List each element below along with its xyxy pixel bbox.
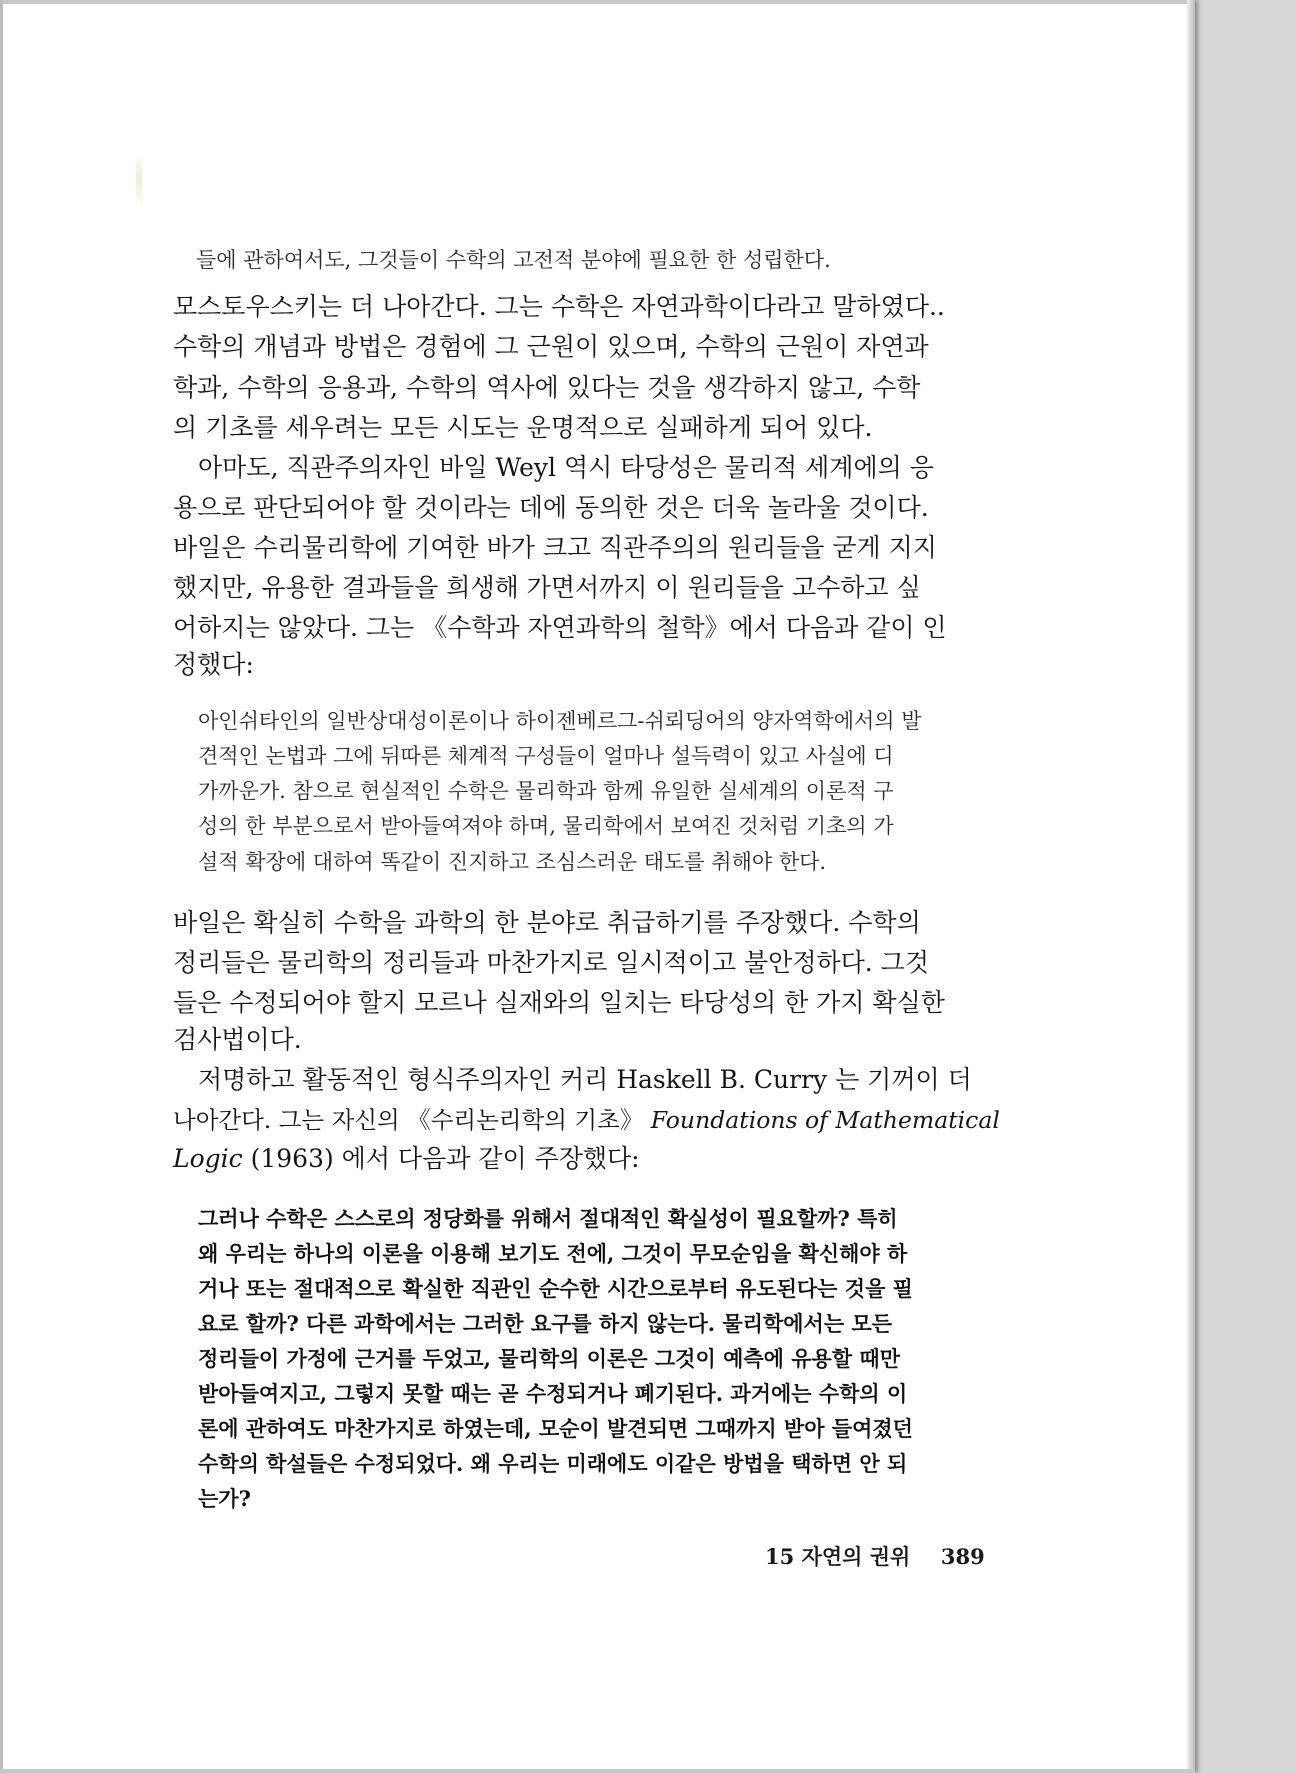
quote-line: 성의 한 부분으로서 받아들여져야 하며, 물리학에서 보여진 것처럼 기초의 가 [198,814,894,838]
page-footer [765,1541,985,1571]
text-line: 어하지는 않았다. 그는 《수학과 자연과학의 철학》에서 다음과 같이 인 [173,613,947,642]
page-left-edge [0,0,3,1773]
page-right-edge [1187,0,1195,1773]
running-footer-chapter: 15 자연의 권위 [765,1544,911,1569]
quote-line: 설적 확장에 대하여 똑같이 진지하고 조심스러운 태도를 취해야 한다. [198,850,827,874]
quote-line: 견적인 논법과 그에 뒤따른 체계적 구성들이 얼마나 설득력이 있고 사실에 디 [198,744,894,768]
text-line: 용으로 판단되어야 할 것이라는 데에 동의한 것은 더욱 놀라울 것이다. [173,493,929,522]
quote-line: 요로 할까? 다른 과학에서는 그러한 요구를 하지 않는다. 물리학에서는 모든 [198,1311,892,1336]
text-line: 수학의 개념과 방법은 경험에 그 근원이 있으며, 수학의 근원이 자연과 [173,332,929,361]
quote-line: 는가? [198,1486,251,1511]
text-segment: (1963) 에서 다음과 같이 주장했다: [242,1144,640,1173]
text-segment: 나아간다. 그는 자신의 《수리논리학의 기초》 [173,1106,644,1134]
quote-line: 론에 관하여도 마찬가지로 하였는데, 모순이 발견되면 그때까지 받아 들여졌던 [198,1416,913,1441]
text-line [173,1142,640,1176]
italic-title: Foundations of Mathematical [650,1106,1000,1134]
text-line: 정했다: [173,650,254,679]
quote-line: 수학의 학설들은 수정되었다. 왜 우리는 미래에도 이같은 방법을 택하면 안 되 [198,1451,908,1476]
text-line: 모스토우스키는 더 나아간다. 그는 수학은 자연과학이다라고 말하였다.. [173,292,945,321]
page-number: 389 [940,1544,985,1569]
text-line [173,1103,1000,1137]
page-bottom-edge [0,1769,1195,1773]
text-line: 바일은 확실히 수학을 과학의 한 분야로 취급하기를 주장했다. 수학의 [173,908,921,937]
page-top-edge [0,0,1195,4]
text-line: 저명하고 활동적인 형식주의자인 커리 Haskell B. Curry 는 기꺼이 더 [198,1065,972,1094]
quote-line: 가까운가. 참으로 현실적인 수학은 물리학과 함께 유일한 실세계의 이론적 구 [198,779,894,803]
quote-line: 받아들여지고, 그렇지 못할 때는 곧 수정되거나 폐기된다. 과거에는 수학의 이 [198,1381,908,1406]
text-line: 의 기초를 세우려는 모든 시도는 운명적으로 실패하게 되어 있다. [173,413,873,442]
italic-title: Logic [173,1144,243,1173]
quote-line: 정리들이 가정에 근거를 두었고, 물리학의 이론은 그것이 예측에 유용할 때만 [198,1346,900,1371]
quote-line: 그러나 수학은 스스로의 정당화를 위해서 절대적인 확실성이 필요할까? 특히 [198,1206,898,1231]
scan-artifact [136,150,142,210]
text-line: 학과, 수학의 응용과, 수학의 역사에 있다는 것을 생각하지 않고, 수학 [173,373,921,402]
text-line: 들에 관하여서도, 그것들이 수학의 고전적 분야에 필요한 한 성립한다. [196,248,831,272]
text-line: 정리들은 물리학의 정리들과 마찬가지로 일시적이고 불안정하다. 그것 [173,948,929,977]
quote-line: 왜 우리는 하나의 이론을 이용해 보기도 전에, 그것이 무모순임을 확신해야 하 [198,1241,908,1266]
text-line: 검사법이다. [173,1025,302,1054]
text-line: 했지만, 유용한 결과들을 희생해 가면서까지 이 원리들을 고수하고 싶 [173,573,921,602]
text-line: 바일은 수리물리학에 기여한 바가 크고 직관주의의 원리들을 굳게 지지 [173,533,937,562]
text-line: 들은 수정되어야 할지 모르나 실재와의 일치는 타당성의 한 가지 확실한 [173,988,945,1017]
quote-line: 아인쉬타인의 일반상대성이론이나 하이젠베르그-쉬뢰딩어의 양자역학에서의 발 [198,709,922,733]
quote-line: 거나 또는 절대적으로 확실한 직관인 순수한 시간으로부터 유도된다는 것을 필 [198,1276,913,1301]
text-line: 아마도, 직관주의자인 바일 Weyl 역시 타당성은 물리적 세계에의 응 [198,453,934,482]
